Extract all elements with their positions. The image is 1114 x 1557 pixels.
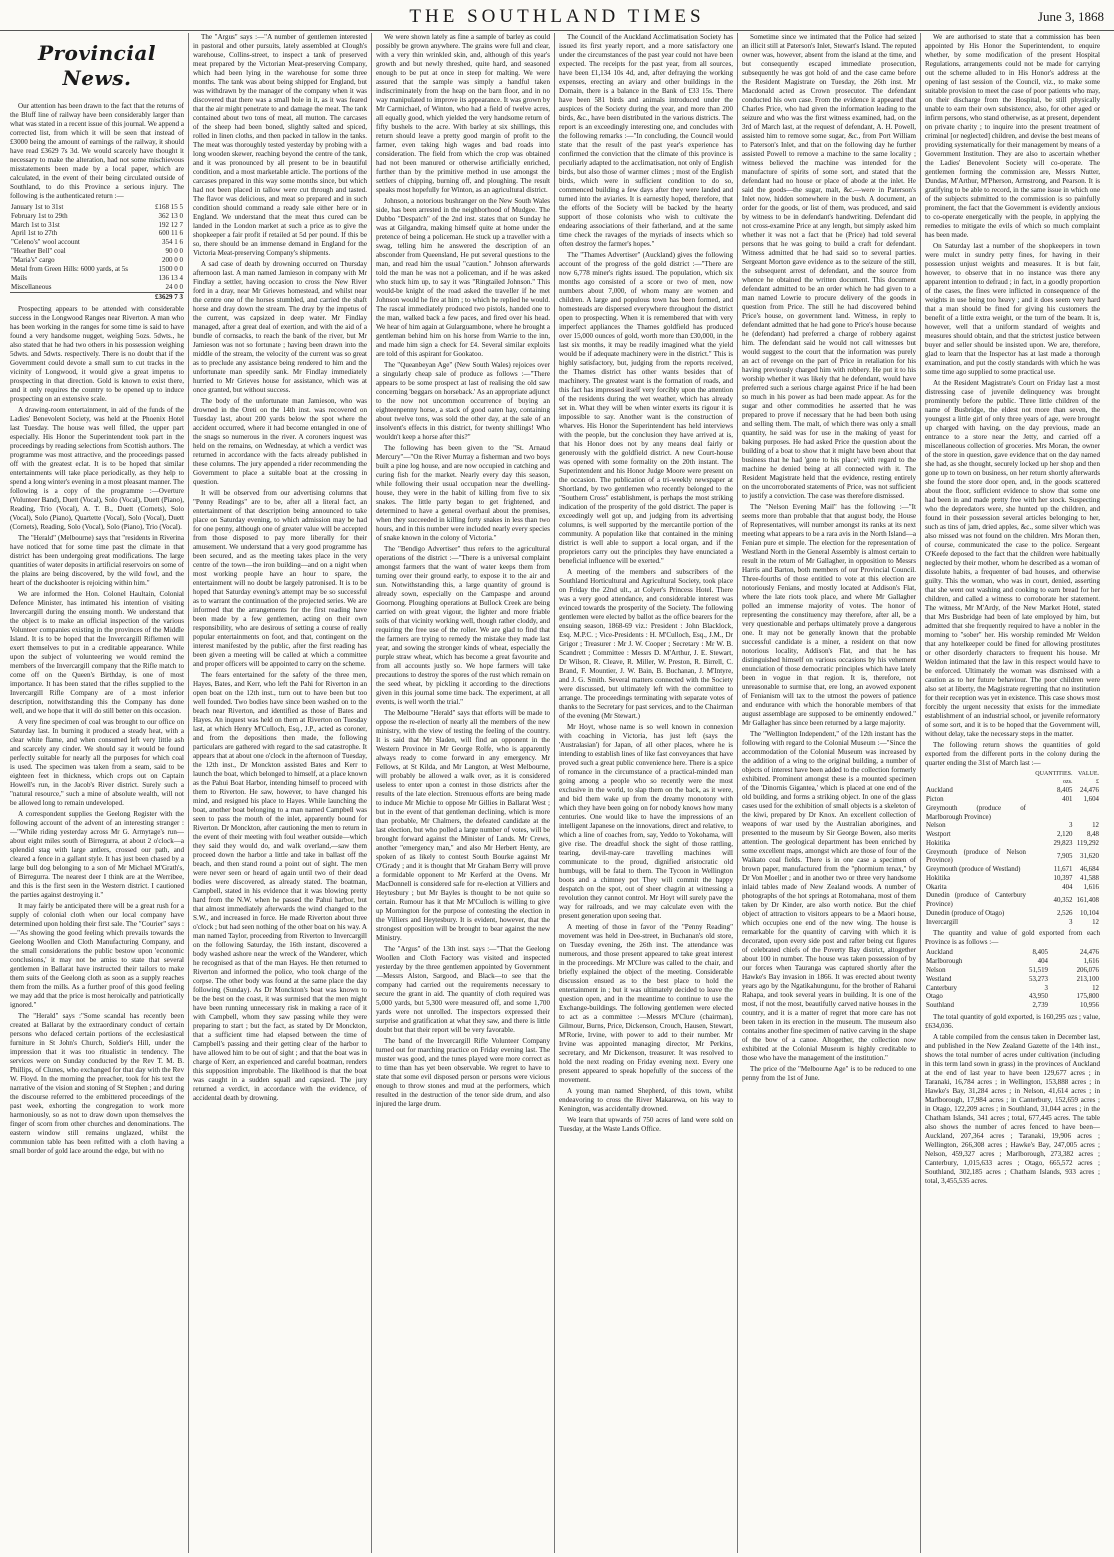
table-cell: 175,800 bbox=[1076, 993, 1099, 1001]
table-cell: 1500 0 0 bbox=[158, 264, 183, 273]
table-cell bbox=[10, 292, 149, 301]
article: A sad case of death by drowning occurred on Thursday afternoon last. A man named Jamieson in company with Mr Findlay a settler, having occasion to cross the New River ford in a dray, near Mr Grieves homestead, and whilst near the centre one of the horses stumbled, and carried the shaft horse and dray down the stream. The dray by the impetus of the current, was capsized in deep water. Mr Findlay managed, after a great deal of exertion, and with the aid of a bundle of cornsacks, to reach the bank of the river, but Mr Jamieson was not so fortunate ; having been drawn into the middle of the stream, the velocity of the current was so great as to preclude any assistance being rendered to him and the unfortunate man speedily sank. Mr Findlay immediately hurried to Mr Grieves house for assistance, which was at once granted, but without success. bbox=[193, 260, 367, 394]
article: The "Bendigo Advertiser" thus refers to the agricultural operations of the district :—"There is a universal complaint amongst farmers that the want of water keeps them from turning over their ground early, to expose it to the air and sun. Notwithstanding this, a large quantity of ground is already sown, especially on the Campaspe and around Goornong. Ploughing operations at Bullock Creek are being carried on with great vigour, the lighter and more friable soils of that vicinity working well, though rather cloddy, and requiring the free use of the roller. We are glad to find that the farmers are trying to remedy the mistake they made last year, and sowing the stronger kinds of wheat, especially the purple straw wheat, which has become a great favourite and from all accounts justly so. We hope farmers will take precautions to destroy the spores of the rust which remain on the seed wheat, by pickling it according to the directions given in this journal some time back. The experiment, at all events, is well worth the trial." bbox=[376, 545, 550, 706]
article: The Council of the Auckland Acclimatisation Society has issued its first yearly report, and a more satisfactory one under the circumstances of the past year could not have been expected. The receipts for the past year, from all sources, have been £1,134 10s 4d, and, after defraying the working expenses, erecting an aviary and other buildings in the Domain, there is a balance in the Bank of £33 15s. There have been 581 birds and animals introduced under the auspices of the Society during the year, and more than 200 birds, &c., have been distributed in the various districts. The report is an exceedingly interesting one, and concludes with the following remarks :—"In concluding, the Council would state that the result of the past year's experience has confirmed the conviction that the climate of this province is peculiarly adapted to the acclimatisation, not only of English birds, but also those of warmer climes ; most of the English birds, which were in sufficient condition to do so, commenced building a few days after they were landed and turned into the aviaries. It is earnestly hoped, therefore, that the efforts of the Society will be backed by the hearty support of those colonists who wish to cultivate the endearing associations of their fatherland, and at the same time check the ravages of the myriads of insects which so often destroy the farmer's hopes." bbox=[559, 33, 733, 248]
table-cell: 12 bbox=[1092, 822, 1099, 830]
columns bbox=[6, 33, 1108, 1553]
article: The "Argus" says :—"A number of gentlemen interested in pastoral and other pursuits, lately assembled at Clough's warehouse, Collins-street, to inspect a tank of preserved meat prepared by the Victorian Meat-preserving Company, which had been lying in the warehouse for some three months. The tank was about being shipped for England, but was withdrawn by the manager of the company when it was discovered that there was a small hole in it, as it was feared that the air might penetrate to and damage the meat. The tank contained about two tons of meat, all mutton. The carcases of the sheep had been boned, slightly salted and spiced, rolled in linen cloths, and then packed in tallow in the tanks. The meat was thoroughly tested yesterday by probing with a long wooden skewer, reaching beyond the centre of the tank, and it was pronounced by all present to be in beautiful condition, and a most marketable article. The portions of the carcases prepared in this way some months since, but which had not been placed in tallow were cut through and tasted. The flavor was delicious, and meat so prepared and in such condition should command a ready sale either here or in England. We understand that the meat thus cured can be landed in the London market at such a price as to give the shopkeeper a fair profit if retailed at 5d per pound. If this be so, there should be an immense demand in England for the Victoria Meat-preserving Company's shipments. bbox=[193, 33, 367, 257]
column-1 bbox=[6, 33, 189, 1553]
table-cell: £168 15 5 bbox=[155, 202, 183, 211]
table-row bbox=[925, 919, 1100, 928]
table-cell: 206,076 bbox=[1076, 967, 1099, 974]
table-cell: Marlborough bbox=[926, 958, 963, 966]
table-cell: Okarita bbox=[926, 883, 947, 891]
column-2 bbox=[189, 33, 372, 1553]
table-header: QUANTITIES. ozs. bbox=[1035, 771, 1073, 785]
article: The total quantity of gold exported, is 160,295 ozs ; value, £634,036. bbox=[925, 1012, 1100, 1030]
article: We are informed the Hon. Colonel Haultain, Colonial Defence Minister, has intimated his intention of visiting Invercargill during the ensuing month. We understand that the object is to make an official inspection of the various Volunteer companies existing in the provinces of the Middle Island. It is to be hoped that the Invercargill Riflemen will exert themselves to put in a creditable appearance. While upon the subject of volunteering we would remind the members of the Invercargill company that the Rifle match to come off on the Queen's Birthday, is one of most importance. It has been stated that the rifles supplied to the Invercargill Rifle Company are of a most inferior description, notwithstanding this the Company has done well, and we hope that it will do still better on this occasion. bbox=[10, 590, 184, 716]
article: The "Thames Advertiser" (Auckland) gives the following account of the progress of the gold district :—"There are now 6,778 miner's rights issued. The population, which six months ago consisted of a score or two of men, now numbers about 7,000, of whom many are women and children. A large and populous town has been formed, and homesteads are dispersed everywhere throughout the district open to prospecting. When it is remembered that with very imperfect appliances the Thames goldfield has produced over 15,000 ounces of gold, worth more than £30,000, in the last six months, it may be readily imagined what the yield would be if adequate machinery were in the district." This is highly satisfactory, but, judging from the reports received, the Thames district has other wants besides that of machinery. The greatest want is the formation of roads, and this fact has impressed itself very forcibly upon the attention of the residents during the wet weather, which has already set in. What they will be when winter exerts its rigour it is impossible to say. Another want is the construction of wharves. His Honor the Superintendent has held interviews with the people, but the conclusion they have arrived at is, that his Honor does not by any means deal fairly or generously with the goldfield district. A new Court-house was opened with some formality on the 20th instant. The Superintendent and his Honor Judge Moore were present on the occasion. The publication of a tri-weekly newspaper at Shortland, by two gentlemen who recently belonged to the "Southern Cross" establishment, is perhaps the most striking indication of the prosperity of the gold district. The paper is exceedingly well got up, and judging from its advertising columns, is well supported by the mercantile portion of the community. A population like that contained in the mining district is well able to support a local organ, and if the proprietors carry out the principles they have enunciated a beneficial influence will be exerted." bbox=[559, 251, 733, 565]
table-row bbox=[925, 1002, 1100, 1011]
article: We learn that upwards of 750 acres of land were sold on Tuesday, at the Waste Lands Office. bbox=[559, 1116, 733, 1133]
section-title: Provincial News. bbox=[37, 41, 156, 91]
article: The "Herald" (Melbourne) says that "residents in Riverina have noticed that for some time past the climate in that district has been undergoing great modifications. The large quantities of water deposits in artificial reservoirs on some of the plains are being discovered, by the wild fowl, and the heart of the duckshooter is rejoicing within him." bbox=[10, 534, 184, 588]
table-cell: 3 bbox=[1044, 984, 1048, 992]
table-cell: Westland bbox=[926, 975, 952, 983]
table-cell: Otago bbox=[926, 993, 943, 1001]
article: The band of the Invercargill Rifle Volunteer Company turned out for marching practice on Friday evening last. The muster was good, and the tunes played were more correct as to time than has yet been observable. We regret to have to state that some evil disposed person or persons were vicious enough to throw stones and mud at the performers, which resulted in the destruction of the tenor side drum, and also injured the large drum. bbox=[376, 1037, 550, 1108]
issue-date: June 3, 1868 bbox=[1037, 9, 1104, 24]
table-cell: 404 bbox=[1062, 883, 1073, 891]
masthead bbox=[0, 0, 1114, 31]
table-cell: 40,352 bbox=[1053, 896, 1073, 904]
article: Sometime since we intimated that the Police had seized an illicit still at Paterson's Inlet, Stewart's Island. The reputed owner was, however, absent from the island at the time, and but consequently escaped immediate prosecution, subsequently he was got hold of and the case came before the Resident Magistrate on Tuesday, the 26th inst. Mr Macdonald acted as Crown prosecutor. The defendant conducted his own case. From the evidence it appeared that Charles Price, who had given the information leading to the seizure and who was the first witness examined, had, on the 3rd of March last, at the request of defendant, A. H. Powell, assisted him to remove some sugar, &c., from Port William to Paterson's Inlet, and that on the following day he further assisted Powell to remove a machine to the same locality ; witness believed the machine was intended for the manufacture of spirits of some sort, and stated that the defendant had no house or place of abode at the inlet. He said the goods—the sugar, malt, &c.—were in Paterson's Inlet now, hidden somewhere in the bush. A document, an order for the goods, or list of them, was produced, and said by witness to be in defendant's handwriting. Defendant did not cross-examine Price at any length, but simply asked him whether it was not a fact that he (Price) had told several persons that he was going to build a craft for defendant. Witness admitted that he had said so to several parties. Sergeant Morton gave evidence as to the seizure of the still, the subsequent arrest of defendant, and the source from whence he obtained the written document. This document defendant admitted to be an order which he had given to a man named Lowrie to procure delivery of the goods in question from Price. The still he had discovered behind Price's house, on government land. Witness, in reply to defendant admitted that he had gone to Price's house because he (defendant) had preferred a charge of robbery against him. The defendant said he would not call witnesses but would suggest to the court that the information was purely an act of revenge on the part of Price in retaliation for his having previously charged him with robbery. He put it to his worship whether it was likely that he defendant, would have preferred such a serious charge against Price if he had been so much in his power as had been made appear. As for the sugar and other commodities he asserted that he was prepared to prove if necessary that he had been both using and selling them. The malt, of which there was only a small quantity, he said was for use in the making of yeast for baking purposes. He had asked Price the question about the building of a boat to show that it might have been about that business that he had 'gone to his place'; with regard to the machine he denied being at all connected with it. The Resident Magistrate held that the evidence, resting entirely on the uncorroborated statements of Price, was not sufficient to justify a conviction. The case was therefore dismissed. bbox=[742, 33, 916, 500]
table-header bbox=[925, 770, 1027, 787]
article: A correspondent supplies the Geelong Register with the following account of the advent of an interesting stranger :—"While riding yesterday across Mr G. Armytage's run—about eight miles south of Birregurra, at about 2 o'clock—a splendid stag with large antlers, crossed our path, and cleared a fence in a gallant style. It has just been chased by a large bull dog belonging to a son of Mr Michael M'Grath's, of Birregurra. The nearest deer I think are at the Werribee, and this is the first seen in the Western district. I cautioned the parties against destroying it." bbox=[10, 810, 184, 900]
table-cell: Miscellaneous bbox=[11, 282, 52, 291]
article: Mr Hoyt, whose name is so well known in connexion with coaching in Victoria, has just left (says the 'Australasian') for Japan, of all other places, where he is intending to establish lines of like fast conveyances that have proved such a great public convenience here. There is a spice of romance in the circumstance of a practical-minded man going among a people who so recently were the most exclusive in the world, to slap them on the back, as it were, and bid them wake up from the dreamy monotony with which they have been going on for nobody knows how many centuries. One would like to have the impressions of an intelligent Japanese on the innovations, direct and relative, to which a line of coaches from, say, Yeddo to Yokohama, will give rise. The dreadful shock the sight of those rattling, tearing, devil-may-care travelling machines will communicate to the proud, dignified aristocratic old humbugs, will be fatal to them. The Tycoon in Wellington boots and a chimney pot They will commit the happy despatch on the spot, out of sheer chagrin at witnessing a revolution they cannot control. Mr Hoyt will surely pave the way for railroads, and we may calculate even with the present generation upon seeing that. bbox=[559, 723, 733, 920]
table-row bbox=[10, 221, 184, 230]
table-cell: "Heather Bell" coal bbox=[11, 247, 66, 256]
table-row bbox=[925, 949, 1100, 958]
column-3 bbox=[372, 33, 555, 1553]
article: The "Argus" of the 13th inst. says :—"That the Geelong Woollen and Cloth Factory was visited and inspected yesterday by the three gentlemen appointed by Government—Messrs Alston, Sargood, and Black—to see that the company had carried out the requirements necessary to secure the grant in aid. The quantity of cloth required was 5,000 yards, but 5,300 were measured off, and some 1,700 yards were not unrolled. The inspectors expressed their surprise and gratification at what they saw, and there is little doubt but that their report will be very favorable. bbox=[376, 945, 550, 1034]
table-cell: Greymouth (produce of Westland) bbox=[926, 866, 1021, 874]
table-cell: 2,526 bbox=[1056, 909, 1073, 917]
table-row bbox=[925, 840, 1100, 849]
table-cell: Dunedin (produce of Canterbury Province) bbox=[926, 892, 1026, 909]
article: A meeting of those in favor of the "Penny Reading" movement was held in Dee-street, in Buchanan's old store, on Tuesday evening, the 26th inst. The attendance was numerous, and those present appeared to take great interest in the proceedings. Mr M'Clure was called to the chair, and briefly explained the object of the meeting. Considerable discussion ensued as to the best place to hold the entertainment in ; but it was ultimately decided to leave the question open, and in the meantime to continue to use the Exchange-buildings. The following gentlemen were elected to act as a committee :—Messrs M'Clure (chairman), Gilmour, Burns, Price, Dickenson, Crouch, Hausen, Stewart, M'Rorie, Irvine, with power to add to their number. Mr Irvine was appointed managing director, Mr Perkins, secretary, and Mr Dickenson, treasurer. It was resolved to hold the next reading on Friday evening next. Every one present appeared to speak hopefully of the success of the movement. bbox=[559, 923, 733, 1084]
table-row bbox=[10, 212, 184, 221]
table-cell: Westport bbox=[926, 831, 951, 839]
table-cell: Hokitika bbox=[926, 874, 951, 882]
article: The price of the "Melbourne Age" is to be reduced to one penny from the 1st of June. bbox=[742, 1065, 916, 1082]
column-5 bbox=[738, 33, 921, 1553]
article: We are authorised to state that a commission has been appointed by His Honor the Superintendent, to enquire whether, by some modification of the present Hospital Regulations, arrangements could not be made for carrying out the scheme alluded to in His Honor's address at the opening of last session of the Council, viz., to make some suitable provision to meet the case of poor patients who may, on their discharge from the Hospital, be still physically unable to earn their own subsistence, also, for other aged or infirm persons, who stand otherwise, as at present, dependent on private charity ; to inquire into the present treatment of criminal [or neglected] children, and devise the best means of providing systematically for their management by means of a Government Institution. They are also to ascertain whether the Ladies' Benevolent Society will co-operate. The gentlemen forming the commission are, Messrs Nutter, Dundas, M'Arthur, M'Pherson, Armstrong, and Pearson. It is gratifying to be able to record, in the same issue in which one of the subjects submitted to the commission is so painfully prominent, the fact that the Government is evidently anxious to co-operate energetically with the people, in applying the remedies to mitigate the evils of which so much complaint has been made. bbox=[925, 33, 1100, 239]
article: The "Wellington Independent," of the 12th instant has the following with regard to the Colonial Museum :—"Since the accommodation of the Colonial Museum was increased by the addition of a wing to the original building, a number of objects of interest have been added to the collection formerly exhibited. Prominent amongst these is a mounted specimen of the 'Dinornis Gigantea,' which is placed at one end of the old building, and forms a striking object. In one of the glass cases used for the exhibition of small objects is a skeleton of the kiwi, prepared by Dr Knox. An excellent collection of weapons of war used by the Australian aborigines, and presented to the museum by Sir George Bowen, also merits attention. The geological department has been enriched by some excellent maps, amongst which are those of four of the Waikato coal fields. There is in one case a specimen of brown paper, manufactured from the "phormium tenax," by Dr Von Moeller ; and in another two or three very handsome inlaid tables made of New Zealand woods. A number of photographs of the hot springs at Rotomahana, most of them taken by Dr Kinder, are also worth notice. But the chief object of attraction to visitors appears to be a Maori house, which occupies one end of the new wing. The house is remarkable for the quantity of carving with which it is decorated, upon every side post and rafter being cut figures of celebrated chiefs of the Poverty Bay district, altogether about 100 in number. The house was taken possession of by our forces when Tauranga was captured shortly after the Hawke's Bay invasion in 1866. It was erected about twenty years ago by the Ngatikahungunu, for the brother of Raharui Rahapa, and took several years in building. It is one of the most, if not the most, beautifully carved native houses in the country, and it is a matter of regret that more care has not been taken in its erection in the museum. The museum also contains another fine specimen of native carving in the shape of the bow of a canoe. Altogether, the collection now exhibited at the Colonial Museum is highly creditable to those who have the management of the institution." bbox=[742, 730, 916, 1062]
table-cell: 51,519 bbox=[1029, 967, 1048, 974]
article: Our attention has been drawn to the fact that the returns of the Bluff line of railway have been considerably larger than what was stated in a recent issue of this journal. We append a corrected list, from which it will be seen that instead of £3000 being the amount of earnings of the railway, it should have read £3629 7s 3d. We would scarcely have thought it necessary to make the alteration, had not some mischievous misstatements been made by a local paper, which are calculated, in the event of their being circulated outside of Southland, to do this Province a serious injury. The following is the authenticated return :— bbox=[10, 101, 184, 200]
table-cell: January 1st to 31st bbox=[11, 202, 64, 211]
table-cell: 192 12 7 bbox=[158, 220, 183, 229]
railway-returns-total-row bbox=[10, 292, 184, 301]
table-cell: Hokitika bbox=[926, 839, 951, 847]
table-cell: 10,397 bbox=[1053, 874, 1073, 882]
table-cell: 24 0 0 bbox=[165, 282, 183, 291]
table-cell: 200 0 0 bbox=[162, 256, 183, 265]
table-cell: "Celeno's" wool account bbox=[11, 238, 80, 247]
article: The Melbourne "Herald" says that efforts will be made to oppose the re-election of nearly all the members of the new ministry, with the view of testing the feeling of the country. It is said that Mr Sladen, will find an opponent in the Western Province in Mr George Rolfe, who is apparently always ready to come forward in any emergency. Mr Fellows, at St Kilda, and Mr Langton, at West Melbourne, will probably be allowed a walk over, as it is considered useless to enter upon a contest in those districts after the results of the late election. Strenuous efforts are being made to induce Mr Michie to oppose Mr Gillies in Ballarat West ; but in the event of that gentleman declining, which is more than probable, Mr Chalmers, the defeated candidate at the last election, but who polled a large number of votes, will be brought forward against the Minister of Lands. Mr Crews, another "emergency man," and also Mr Herbert Henty, are spoken of as likely to contest South Bourke against Mr O'Grady ; and it is thought that Mr Graham Berry will prove a formidable opponent to Mr Kerferd at the Ovens. Mr MacDonnell is considered safe for re-election at Villiers and Heytesbury ; but Mr Bayles is thought to be not quite so certain. Rumour has it that Mr M'Culloch is willing to give up Mornington for the purpose of contesting the election in the Villiers and Heytesbury. It is evident, however, that the strongest opposition will be brought to bear against the new Ministry. bbox=[376, 709, 550, 942]
article: A meeting of the members and subscribers of the Southland Horticultural and Agricultural Society, took place on Friday the 22nd ult., at Colyer's Princess Hotel. There was a very good attendance, and considerable interest was evinced towards the prosperity of the Society. The following gentlemen were elected by ballot as the office bearers for the ensuing season, 1868-69 viz.: President : John Blacklock, Esq. M.P.C. ; Vice-Presidents : H. M'Culloch, Esq., J.M., Dr Grigor ; Treasurer : Mr J. W. Cooper ; Secretary : Mr W. B. Scandrett ; Committee : Messrs D. M'Arthur, J. E. Stewart, Dr Wilson, R. Cleave, R. Miller, W. Preston, R. Birrell, C. Brand, F. Mountier, J. W. Bain, B. Buchanan, J. M'Intyre, and J. G. Smith. Several matters connected with the Society were discussed, but ultimately left with the committee to arrange. The proceedings terminating with separate votes of thanks to the Secretary for past services, and to the Chairman of the evening (Mr Stewart.) bbox=[559, 568, 733, 720]
table-cell: April 1st to 27th bbox=[11, 229, 58, 238]
column-6 bbox=[921, 33, 1104, 1553]
table-cell: 12 bbox=[1092, 984, 1099, 992]
table-cell bbox=[1027, 805, 1074, 823]
gold-export-ports-table bbox=[925, 770, 1100, 927]
table-cell: 3 bbox=[1069, 822, 1073, 830]
article: A very fine specimen of coal was brought to our office on Saturday last. In burning it produced a steady heat, with a clear white flame, and when consumed left very little ash and scarcely any cinder. We should say it would be found perfectly suitable for nearly all the purposes for which coal is used. The specimen was taken from a seam, said to be eighteen feet in thickness, which crops out on Captain Howell's run, in the Jacob's River district. Surely such a "natural resource," such a mine of absolute wealth, will not be allowed long to remain undeveloped. bbox=[10, 718, 184, 808]
table-cell: "Maria's" cargo bbox=[11, 256, 55, 265]
table-row bbox=[925, 993, 1100, 1002]
article: A young man named Shepherd, of this town, whilst endeavoring to cross the River Makarewa, on his way to Kenington, was accidentally drowned. bbox=[559, 1087, 733, 1113]
article: Prospecting appears to be attended with considerable success in the Longwood Ranges near Riverton. A man who has been working in the ranges for some time is said to have found a very handsome nugget, weighing 5ozs. 5dwts., he also stated that he had two others in his possession weighing 5dwts. and 5dwts. respectively. There is no doubt that if the Government could devote a small sum to cut tracks in the vicinity of Longwood, it would give a great impetus to prospecting in that direction. Gold is known to exist there, and it only requires the country to be opened up to induce prospecting on an extensive scale. bbox=[10, 305, 184, 404]
table-cell: March 1st to 31st bbox=[11, 220, 60, 229]
table-row bbox=[925, 910, 1100, 919]
article: The quantity and value of gold exported from each Province is as follows :— bbox=[925, 929, 1100, 947]
table-row bbox=[925, 884, 1100, 893]
table-row bbox=[925, 985, 1100, 994]
table-row bbox=[925, 849, 1100, 867]
table-row bbox=[925, 976, 1100, 985]
railway-returns-total: £3629 7 3 bbox=[149, 292, 184, 301]
table-cell: 10,956 bbox=[1080, 1002, 1099, 1010]
gold-export-provinces-table bbox=[925, 949, 1100, 1010]
table-cell: Invercargill bbox=[926, 918, 959, 926]
table-cell: 2,120 bbox=[1056, 831, 1073, 839]
article: A table compiled from the census taken in December last, and published in the New Zealand Gazette of the 14th inst., shows the total number of acres under cultivation (including in this term land sown in grass) in the provinces of Auckland at the end of last year to have been 129,677 acres ; in Taranaki, 16,784 acres ; in Wellington, 153,888 acres ; in Hawke's Bay, 31,284 acres ; in Nelson, 41,614 acres ; in Marlborough, 17,984 acres ; in Canterbury, 152,659 acres ; in Otago, 122,209 acres ; in Southland, 31,044 acres ; in the Chatham Islands, 341 acres ; total, 677,445 acres. The table also shows the number of acres fenced to have been—Auckland, 207,364 acres ; Taranaki, 19,906 acres ; Wellington, 266,308 acres ; Hawke's Bay, 247,005 acres ; Nelson, 459,327 acres ; Marlborough, 273,382 acres ; Canterbury, 1,015,633 acres ; Otago, 665,572 acres ; Southland, 302,185 acres ; Chatham Islands, 933 acres ; total, 3,455,535 acres. bbox=[925, 1032, 1100, 1185]
table-cell: 24,476 bbox=[1080, 787, 1099, 795]
table-cell: 10,104 bbox=[1080, 909, 1099, 917]
table-cell: 11,671 bbox=[1053, 866, 1073, 874]
table-header: VALUE. £ bbox=[1077, 771, 1099, 785]
table-cell: 119,292 bbox=[1076, 839, 1099, 847]
table-row bbox=[925, 967, 1100, 976]
article: On Saturday last a number of the shopkeepers in town were mulct in sundry petty fines, for having in their possession unjust weights and measures. It is but fair, however, to observe that in no instance was there any apparent intention to defraud ; in fact, in a goodly proportion of the cases, the fines were inflicted in consequence of the weights in use being too heavy ; and it does seem very hard that a man should be fined for giving his customers the benefit of a little extra weight, or the turn of the beam. It is, however, well that a uniform standard of weights and measures should obtain, and that the strictest justice between buyer and seller should be insisted upon. We are, therefore, glad to learn that the Inspector has at last made a thorough examination, and put the costly standards with which he was some time ago supplied to some practical use. bbox=[925, 242, 1100, 376]
table-row bbox=[10, 256, 184, 265]
table-cell: Canterbury bbox=[926, 984, 957, 992]
article: Johnson, a notorious bushranger on the New South Wales side, has been arrested in the neighborhood of Mudgee. The Dubbo "Despatch" of the 2nd inst. states that on Sunday he was at Gilgandra, making himself quite at home under the pretence of being a policeman. He stuck up a traveller with a swag, telling him he answered the description of an absconder from Queensland, He put several questions to the man, and read him the usual "caution." Johnson afterwards told the man he was not a policeman, and if he was asked who stuck him up, to say it was "Ringtailed Johnson." This would-be knight of the road asked the traveller if he met Johnson would he fire at him ; to which he replied he would. The rascal immediately produced two pistols, handed one to the man, walked back a few paces, and fired over his head. We hear of him again at Gularguambone, where he brought a gentleman behind him on his horse from Warrie to the inn, and made him sign a check for £4. Several similar exploits are told of this aspirant for Gookatoo. bbox=[376, 197, 550, 358]
table-row bbox=[925, 892, 1100, 910]
table-row bbox=[10, 203, 184, 212]
table-cell: 24,476 bbox=[1080, 949, 1099, 957]
table-cell: 161,408 bbox=[1076, 896, 1099, 904]
table-cell: 404 bbox=[1037, 958, 1048, 966]
table-row bbox=[10, 238, 184, 247]
table-cell: 7,905 bbox=[1056, 852, 1073, 860]
table-cell: 2,739 bbox=[1032, 1002, 1048, 1010]
table-row bbox=[10, 229, 184, 238]
table-row bbox=[10, 265, 184, 274]
table-cell bbox=[1073, 805, 1100, 823]
table-row bbox=[10, 247, 184, 256]
table-cell: Nelson bbox=[926, 967, 946, 974]
table-row bbox=[925, 805, 1100, 823]
column-4 bbox=[555, 33, 738, 1553]
article: The body of the unfortunate man Jamieson, who was drowned in the Oreti on the 14th inst. was recovered on Tuesday last, about 200 yards below the spot where the accident occurred, where it had become entangled in one of the snags so numerous in the river. A coroners inquest was held on the remains, on Wednesday, at which a verdict was returned in accordance with the facts already published in these columns. The jury appended a rider recommending the Government to place a suitable boat at the crossing in question. bbox=[193, 397, 367, 486]
table-cell: 362 13 0 bbox=[158, 211, 183, 220]
table-cell: 31,620 bbox=[1080, 852, 1099, 860]
table-header-row bbox=[925, 770, 1100, 787]
table-cell: February 1st to 29th bbox=[11, 211, 68, 220]
table-cell: Greymouth (produce of Nelson Province) bbox=[926, 848, 1026, 865]
table-cell: 90 0 0 bbox=[165, 247, 183, 256]
table-cell: Dunedin (produce of Otago) bbox=[926, 909, 1005, 917]
article: The "Herald" says :"Some scandal has recently been created at Ballarat by the extraordinary conduct of certain persons who defaced certain portions of the ecclesiastical furniture in St John's Church, Soldier's Hill, under the impression that it was too ritualistic in tendency. The services were on Sunday conducted by the Rev T. M. B. Phillips, of Clunes, who exchanged for that day with the Rev W. Floyd. In the morning the preacher, took for his text the narrative of the vision and stoning of St Stephen ; and during the discourse referred to the embittered proceedings of the past week, exhorting the congregation to work more harmoniously, so as not to draw down upon themselves the finger of scorn from other churches and denominations. The eastern window still remains unglazed, whilst the communion table has been refitted with a cloth having a small border of gold lace around the edge, but with no bbox=[10, 1012, 184, 1156]
table-cell: 41,588 bbox=[1080, 874, 1099, 882]
table-cell: 8,405 bbox=[1032, 949, 1048, 957]
table-cell: 213,100 bbox=[1076, 975, 1099, 983]
table-cell: 354 1 6 bbox=[162, 238, 183, 247]
table-cell: 43,950 bbox=[1029, 993, 1048, 1001]
table-cell: Metal from Green Hills: 6000 yards, at 5s bbox=[11, 264, 129, 273]
table-cell: 136 13 4 bbox=[158, 273, 183, 282]
table-cell: 600 11 6 bbox=[158, 229, 183, 238]
table-row bbox=[925, 831, 1100, 840]
table-cell: Southland bbox=[926, 1002, 954, 1010]
table-cell: Nelson bbox=[926, 822, 946, 830]
table-cell: 401 bbox=[1062, 795, 1073, 803]
article: The following return shows the quantities of gold exported from the different ports in the colony during the quarter ending the 31st of March last :— bbox=[925, 741, 1100, 767]
article: The "Queanbeyan Age" (New South Wales) rejoices over a singularly cheap sale of produce as follows :—"There appears to be some prospect at last of realising the old saw concerning 'beggars on horseback.' As an appropriate adjunct to the now not uncommon occurrence of buying an eighteenpenny horse, a stack of good oaten hay, containing about twelve tons, was sold the other day, at the sale of an insolvent's effects in this district, for twenty shillings! Who wouldn't keep a horse after this?" bbox=[376, 361, 550, 441]
table-cell: 46,684 bbox=[1080, 866, 1099, 874]
table-cell: Mails bbox=[11, 273, 27, 282]
article: A drawing-room entertainment, in aid of the funds of the Ladies' Benevolent Society, was held at the Phoenix Hotel last Tuesday. The house was well filled, the upper part especially. His Honor the Superintendent took part in the proceedings by reading selections from Scottish authors. The programme was most attractive, and the proceedings passed off with the greatest eclat. It is to be hoped that similar entertainments will take place periodically, as they help to spend a long winter's evening in a most pleasant manner. The following is a copy of the programme :—Overture (Volunteer Band), Duett (Vocal), Solo (Vocal), Duett (Piano), Reading, Trio (Vocal), A. T. B., Duett (Cornets), Solo (Vocal), Solo (Piano), Quartette (Vocal), Solo (Vocal), Duett (Cornets), Reading, Solo (Vocal), Solo (Piano), Trio (Vocal). bbox=[10, 406, 184, 532]
table-cell: 1,616 bbox=[1083, 958, 1099, 966]
table-row bbox=[10, 274, 184, 283]
table-cell: Auckland bbox=[926, 787, 953, 795]
table-cell: Auckland bbox=[926, 949, 953, 957]
article: It may fairly be anticipated there will be a great rush for a supply of colonial cloth when our local company have determined upon holding their first sale. The "Courier" says :—"As showing the good feeling which prevails towards the Geelong Woollen and Cloth Manufacturing Company, and the small considerations the public bestow upon 'economic conclusions,' it may not be amiss to state that several gentlemen in Ballarat have instructed their tailors to make them suits of the Geelong cloth as soon as a supply reaches them from the mills. As a further proof of this good feeling we may add that the price is most heroically and patriotically ignored." bbox=[10, 902, 184, 1010]
table-cell: 8,48 bbox=[1086, 831, 1099, 839]
article: We were shown lately as fine a sample of barley as could possibly be grown anywhere. The grains were full and clear, with a very thin wrinkled skin, and, although of this year's growth and but newly threshed, quite hard, and seasoned enough to be put at once in steep for malting. We were assured that the sample was simply a handful taken indiscriminately from the heap on the barn floor, and in no way manipulated to improve its appearance. It was grown by Mr Carmichael, of Winton, who had a field of twelve acres, all equally good, which yielded the very handsome return of fifty bushels to the acre. With barley at six shillings, this return should leave a pretty good margin of profit to the farmer, even taking high wages and bad roads into consideration. The field from which the crop was obtained had not been manured or otherwise artificially enriched, further than by the primitive method in use amongst the settlers of chipping, burning off, and ploughing. The result speaks most hopefully for Winton, as an agricultural district. bbox=[376, 33, 550, 194]
table-row bbox=[925, 822, 1100, 831]
table-row bbox=[925, 796, 1100, 805]
article: At the Resident Magistrate's Court on Friday last a most distressing case of juvenile delinquency was brought prominently before the public. Three little children of the name of Busbridge, the eldest not more than seven, the youngest a little girl of only three years of age, were brought up charged with having, on the day previous, made an entrance to a store near the Jetty, and carried off a miscellaneous collection of groceries. Mrs Moran, the owner of the store in question, gave evidence that on the day named she had, as she thought, securely locked up her shop and then gone up to town on business, on her return shortly afterwards she found the store door open, and, in the goods scattered about the floor, sufficient evidence to show that some one had been in and made pretty free with her stock. Suspecting who the depredators were, she hunted up the children, and found in their possession several articles belonging to her, such as tins of jam, dried apples, &c., some silver which was also missed was not found on the children. Mrs Moran then, of course, communicated the case to the police. Sergeant O'Keefe deposed to the fact that the children were habitually neglected by their mother, whom he described as a woman of dissolute habits, a frequenter of bad houses, and otherwise guilty. This the woman, who was in court, denied, asserting that she went out washing and cooking to earn bread for her children, and called a witness to corroborate her statement. The witness, Mr M'Ardy, of the New Market Hotel, stated that Mrs Busbridge had been of late employed by him, but admitted that she frequently required to have a nobler in the morning to "sober" her. His worship reminded Mr Weldon that any hotelkeeper could be fined for allowing prostitutes or other disorderly characters to frequent his house. Mr Weldon intimated that the law in this respect would have to be enforced. Ultimately the woman was dismissed with a caution as to her future behaviour. The poor children were also set at liberty, the Magistrate regretting that no institution for their reception was yet in existence. This case shows most forcibly the urgent necessity that exists for the immediate establishment of an industrial school, or juvenile reformatory of some sort, and it is to be hoped that the Government will, without delay, take the necessary steps in the matter. bbox=[925, 379, 1100, 738]
table-cell: 1,604 bbox=[1083, 795, 1099, 803]
table-row bbox=[925, 875, 1100, 884]
table-cell: 29,823 bbox=[1053, 839, 1073, 847]
table-cell: Greymouth (produce of Marlborough Province) bbox=[926, 804, 1026, 821]
table-cell: 3 bbox=[1069, 918, 1073, 926]
article: The following has been given to the "St. Arnaud Mercury"—"On the River Murray a fisherman and two boys built a pine log house, and are now occupied in catching and curing fish for the market. Nearly every day this season, while following their usual occupation near the dwelling-house, they were in the habit of killing from five to six snakes. The little party began to get frightened, and determined to have a general overhaul about the premises, when they succeeded in killing forty snakes in less than two hours, and in this number were included nearly every species of snake known in the colony of Victoria." bbox=[376, 444, 550, 542]
railway-returns-table bbox=[10, 203, 184, 302]
table-cell: 12 bbox=[1092, 918, 1099, 926]
table-row bbox=[10, 283, 184, 292]
table-cell: 1,616 bbox=[1083, 883, 1099, 891]
table-row bbox=[925, 787, 1100, 796]
table-cell: 8,405 bbox=[1056, 787, 1073, 795]
article: It will be observed from our advertising columns that "Penny Readings" are to be, after all a literal fact, an entertainment of that description being announced to take place on Saturday evening, to which admission may be had for one penny, although one of greater value will be accepted from those disposed to pay more liberally for their amusement. We understand that a very good programme has been secured, and as the meeting takes place in the very centre of the town—the iron building—and on a night when most working people have an hour to spare, the entertainment will no doubt be largely patronised. It is to be hoped that Saturday evening's attempt may be so successful as to warrant the continuation of the projected series. We are informed that the arrangements for the first reading have been made by a few gentlemen, acting on their own responsibility, who are desirous of setting a course of really popular entertainments on foot, and that, contingent on the interest manifested by the public, after the first reading has been given a meeting will be called at which a committee and proper officers will be appointed to carry on the scheme. bbox=[193, 489, 367, 668]
table-cell: Picton bbox=[926, 795, 944, 803]
article: The fears entertained for the safety of the three men, Hayes, Bates, and Kerr, who left the Pahi for Riverton in an open boat on the 12th inst., turn out to have been but too well founded. Two bodies have since been washed on to the beach near Riverton, and identified as those of Bates and Hayes. An inquest was held on them at Riverton on Tuesday last, at which Henry M'Culloch, Esq., J.P., acted as coroner, and from the depositions then made, the following particulars are gathered with regard to the sad catastrophe. It appears that at about one o'clock in the afternoon of Tuesday, the 12th inst., Dr Monckton assisted Bates and Kerr to launch the boat, which belonged to himself, at a place known as the Pahui Boat Harbor, intending himself to proceed with them to Riverton. He saw, however, to have changed his mind, and resigned his place to Hayes. While launching the boat, another boat belonging to a man named Campbell was seen to pass the mouth of the inlet, apparently bound for Riverton. Dr Monckton, after cautioning the men to return in the event of their meeting with foul weather outside—which they said they would do, and walk overland,—saw them proceed down the harbor a little and take in ballast off the beach, and then stand round a point out of sight. The men were never seen or heard of again until two of their dead bodies were discovered, as already stated. The boatman, Campbell, stated in his evidence that it was blowing pretty hard from the N.W. when he passed the Pahui harbor, but that almost immediately afterwards the wind changed to the S.W., and increased in force. He made Riverton about three o'clock ; but had seen nothing of the other boat on his way. A man named Taylor, proceeding from Riverton to Invercargill on the following Saturday, the 16th instant, discovered a body washed ashore near the wreck of the Wanderer, which he recognised as that of the man Hayes. He then returned to Riverton and informed the police, who took charge of the corpse. The other body was found at the same place the day following (Sunday). As Dr Monckton's boat was known to be the best on the coast, it was surmised that the men might have been running unnecessary risk in making a race of it with Campbell, whom they saw passing while they were preparing to start ; but the fact, as stated by Dr Monckton, that a sufficient time had elapsed between the time of Campbell's passing and their getting clear of the harbor to have allowed him to be out of sight ; and that the boat was in charge of Kerr, an experienced and careful boatman, renders this supposition improbable. The likelihood is that the boat was caught in a sudden squall and capsized. The jury returned a verdict, in accordance with the evidence, of accidental death by drowning. bbox=[193, 671, 367, 1102]
table-cell: 53,273 bbox=[1029, 975, 1048, 983]
article: The "Nelson Evening Mail" has the following :—"It seems more than probable that that august body, the House of Representatives, will number amongst its ranks at its next meeting what appears to be a rara avis in the North Island—a Fenian pure et simple. The election for the representation of Westland North in the General Assembly is almost certain to result in the return of Mr Gallagher, in opposition to Messrs Harris and Barton, both members of our Provincial Council. Three-fourths of those entitled to vote at this election are notoriously Fenians, and mostly located at Addison's Flat, where the late riots took place, and where Mr Gallagher polled an immense majority of votes. The honor of representing the constituency may therefore, after all, be a very questionable and perhaps ultimately prove a dangerous one. It may not be generally known that the probable successful candidate is a miner, a resident on that now notorious locality, Addison's Flat, and that he has distinguished himself on various occasions by his vehement enunciation of those democratic principles which have lately been in vogue in that region. It is, therefore, not unreasonable to surmise that, ere long, an avowed exponent of Fenianism will tax to the utmost the powers of patience and endurance with which the honorable members of that august assemblage are supposed to be eminently endowed." Mr Gallagher has since been returned by a large majority. bbox=[742, 503, 916, 727]
table-row bbox=[925, 866, 1100, 875]
table-row bbox=[925, 958, 1100, 967]
newspaper-title: THE SOUTHLAND TIMES bbox=[409, 6, 705, 27]
